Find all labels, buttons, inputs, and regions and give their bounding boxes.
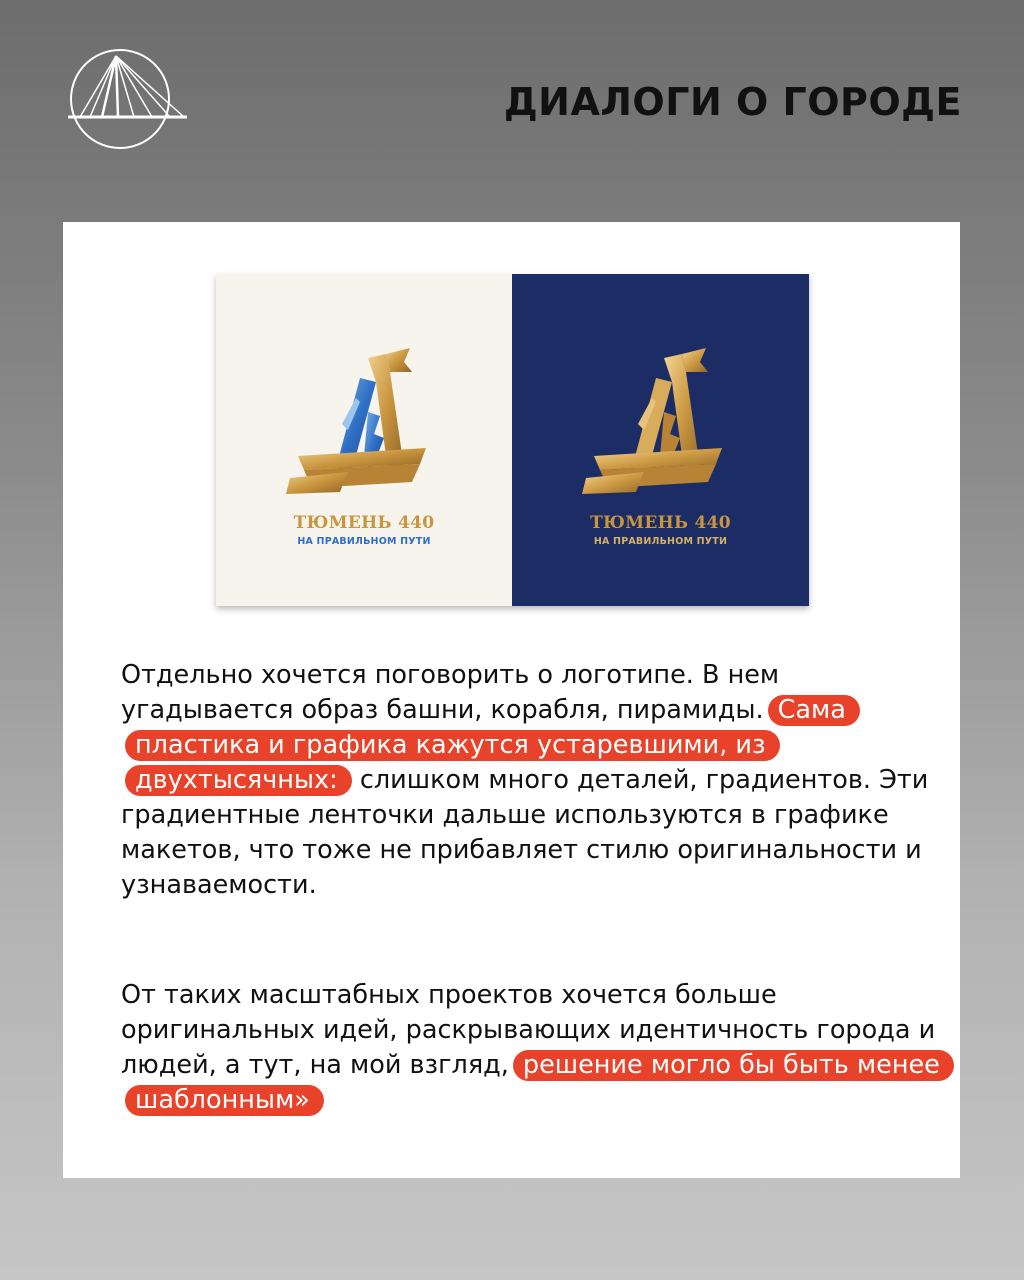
logo-slogan: НА ПРАВИЛЬНОМ ПУТИ [593, 536, 728, 547]
logo-light-panel [216, 274, 512, 606]
paragraph-text: слишком много деталей, градиентов. Эти градиентные ленточки дальше используются в графике макетов, что тоже не прибавляет стилю оригинальности и узнаваемости. [121, 765, 929, 900]
content-card [63, 222, 960, 1178]
ribbon-ship-tower-icon [582, 338, 738, 508]
logo-dark-panel [512, 274, 809, 606]
highlighted-quote: Сама пластика и графика кажутся устаревшими, из двухтысячных: [125, 695, 860, 796]
logo-showcase-image [216, 274, 809, 606]
paragraph-text: Отдельно хочется поговорить о логотипе. В нем угадывается образ башни, корабля, пирамиды. [121, 660, 780, 725]
paragraph-text: От таких масштабных проектов хочется больше оригинальных идей, раскрывающих идентичность города и людей, а тут, на мой взгляд, [121, 980, 936, 1080]
logo-slogan: НА ПРАВИЛЬНОМ ПУТИ [297, 536, 431, 547]
highlighted-quote: решение могло бы быть менее шаблонным» [125, 1050, 954, 1116]
page-title: ДИАЛОГИ О ГОРОДЕ [503, 80, 962, 124]
bridge-pylon-icon [62, 48, 190, 150]
ribbon-ship-tower-icon [286, 338, 442, 508]
article-paragraph-1 [121, 658, 941, 903]
article-paragraph-2 [121, 978, 941, 1118]
logo-city-text: ТЮМЕНЬ 440 [293, 513, 435, 533]
brand-logo [62, 48, 190, 150]
logo-city-text: ТЮМЕНЬ 440 [590, 513, 731, 533]
